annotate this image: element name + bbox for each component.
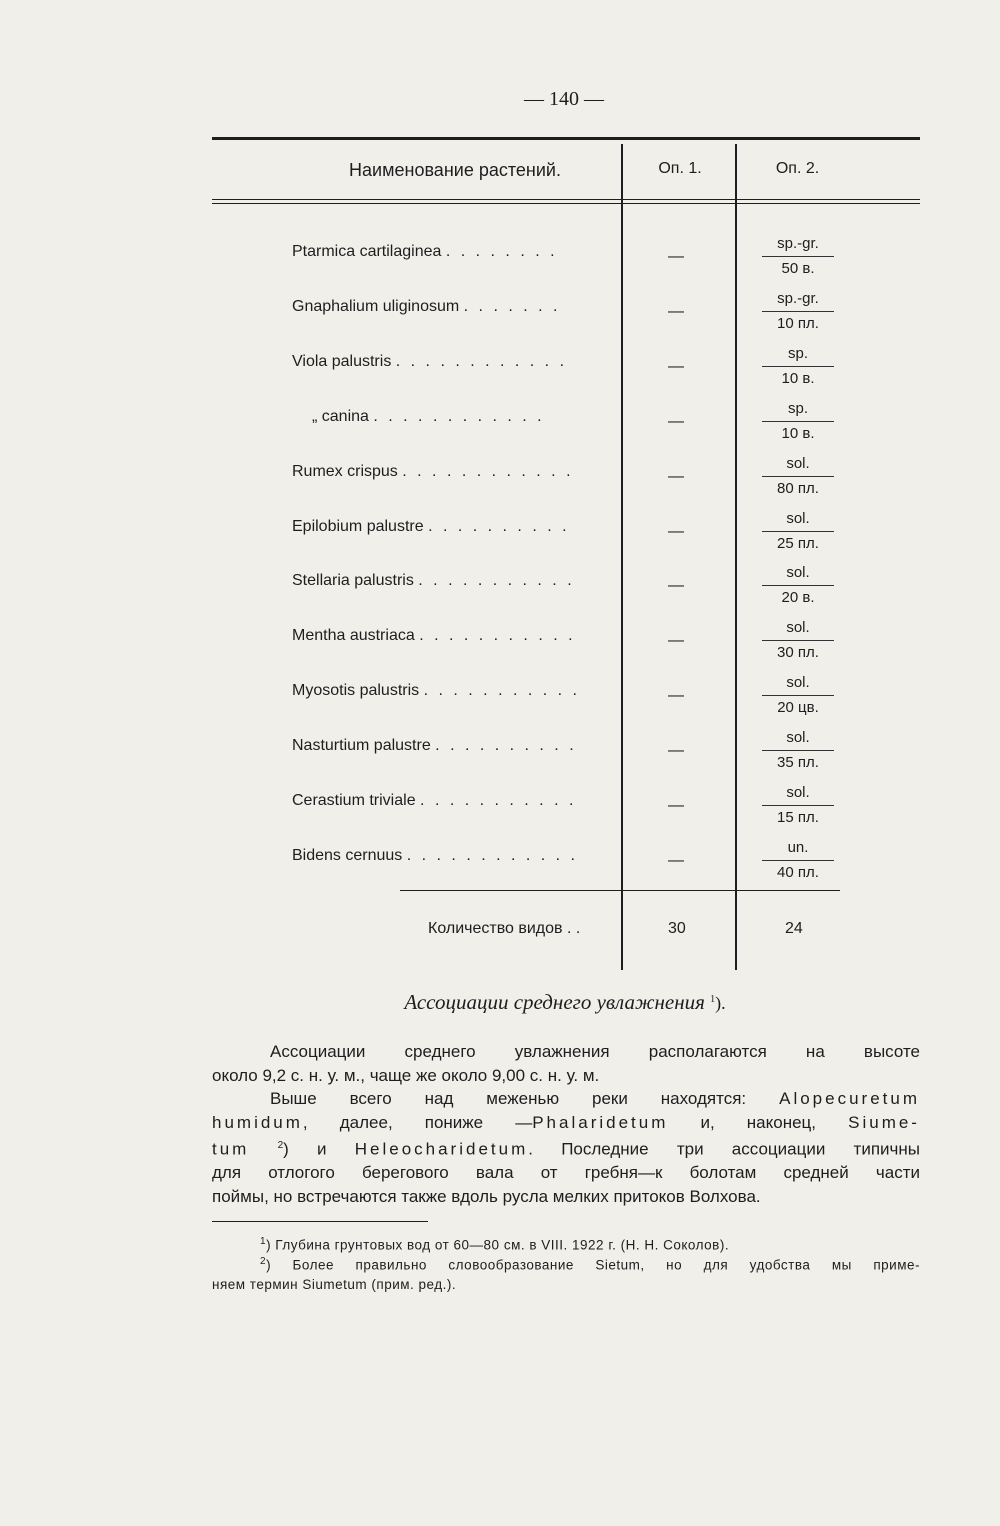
footnote-1-text: ) Глубина грунтовых вод от 60—80 см. в VIII. 1922 г. (Н. Н. Соколов). xyxy=(266,1237,730,1253)
leader-dots: . . . . . . . . . . xyxy=(435,737,577,754)
plant-name: Ptarmica cartilaginea xyxy=(292,243,442,260)
table-row-name xyxy=(292,243,558,261)
total-op1: 30 xyxy=(668,920,686,937)
op1-value: — xyxy=(668,632,684,649)
footnote-2 xyxy=(212,1252,920,1294)
op1-value: — xyxy=(668,468,684,485)
para-line-6: для отлогого берегового вала от гребня—к болотам средней части xyxy=(212,1163,920,1183)
leader-dots: . . . . . . . xyxy=(463,298,561,315)
table-total-rule xyxy=(400,890,840,891)
op1-value: — xyxy=(668,577,684,594)
op2-height: 20 в. xyxy=(781,589,815,606)
op2-abundance: sol. xyxy=(786,510,810,527)
table-row-name xyxy=(292,682,580,700)
header-op1: Оп. 1. xyxy=(658,160,702,177)
op2-fraction xyxy=(758,784,838,827)
op2-abundance: sol. xyxy=(786,619,810,636)
fraction-bar xyxy=(762,311,834,312)
plant-name: Bidens cernuus xyxy=(292,847,403,864)
para-line-1: Ассоциации среднего увлажнения располагаются на высоте xyxy=(270,1042,920,1061)
footnote-rule xyxy=(212,1221,428,1222)
term-siumetum-b: tum xyxy=(212,1139,250,1159)
page-number: — 140 — xyxy=(524,88,604,110)
op1-value: — xyxy=(668,797,684,814)
table-row-name xyxy=(292,298,560,316)
para-line-5 xyxy=(212,1134,920,1161)
op2-fraction xyxy=(758,345,838,388)
footnote-ref-2: 2 xyxy=(277,1140,284,1151)
leader-dots: . . . . . . . . . . . xyxy=(420,792,577,809)
para-line-3 xyxy=(212,1087,920,1111)
total-op2: 24 xyxy=(785,920,803,937)
fraction-bar xyxy=(762,585,834,586)
table-header-rule-1 xyxy=(212,199,920,200)
table-row-name xyxy=(292,353,567,371)
footnote-2-mark: 2 xyxy=(260,1256,267,1267)
op2-abundance: sol. xyxy=(786,729,810,746)
op2-height: 15 пл. xyxy=(777,809,819,826)
para-line-3-text: Выше всего над меженью реки находятся: xyxy=(270,1089,747,1108)
fraction-bar xyxy=(762,640,834,641)
op2-height: 25 пл. xyxy=(777,535,819,552)
table-top-rule xyxy=(212,137,920,140)
op2-height: 80 пл. xyxy=(777,480,819,497)
op2-abundance: sp.-gr. xyxy=(777,290,819,307)
leader-dots: . . . . . . . . . . . xyxy=(418,572,575,589)
op2-height: 50 в. xyxy=(781,260,815,277)
plant-name: Epilobium palustre xyxy=(292,518,424,535)
section-heading: Ассоциации среднего увлажнения $^1$). xyxy=(404,990,726,1014)
leader-dots: . . . . . . . . . . xyxy=(428,518,570,535)
op2-abundance: sol. xyxy=(786,564,810,581)
op2-abundance: sol. xyxy=(786,784,810,801)
plant-name: Mentha austriaca xyxy=(292,627,415,644)
term-humidum: humidum xyxy=(212,1112,303,1132)
op2-abundance: sp.-gr. xyxy=(777,235,819,252)
op2-abundance: sp. xyxy=(787,400,808,417)
table-row-name xyxy=(292,792,576,810)
para-line-5-text-2: . Последние три ассоциации типичны xyxy=(528,1139,920,1159)
fraction-bar xyxy=(762,695,834,696)
section-heading-text: Ассоциации среднего увлажнения xyxy=(404,990,705,1014)
op2-fraction xyxy=(758,674,838,717)
op2-fraction xyxy=(758,290,838,333)
plant-name: Rumex crispus xyxy=(292,463,398,480)
leader-dots: . . . . . . . . . . . . xyxy=(395,353,568,370)
table-row-name xyxy=(312,408,545,426)
footnote-2-text-a: ) Более правильно словообразование Sietum, но для удобства мы приме- xyxy=(266,1257,920,1273)
leader-dots: . . . . . . . . . . . xyxy=(423,682,580,699)
op2-height: 10 пл. xyxy=(777,315,819,332)
fraction-bar xyxy=(762,421,834,422)
fraction-bar xyxy=(762,256,834,257)
para-line-4 xyxy=(212,1111,920,1135)
leader-dots: . . . . . . . . . . . . xyxy=(373,408,545,425)
leader-dots: . . . . . . . . . . . . xyxy=(402,463,574,480)
op1-value: — xyxy=(668,523,684,540)
op2-height: 30 пл. xyxy=(777,644,819,661)
op2-height: 40 пл. xyxy=(777,864,819,881)
fraction-bar xyxy=(762,750,834,751)
op2-height: 10 в. xyxy=(781,370,815,387)
op1-value: — xyxy=(668,358,684,375)
op2-abundance: sp. xyxy=(787,345,808,362)
op2-abundance: sol. xyxy=(786,674,810,691)
plant-name: Nasturtium palustre xyxy=(292,737,431,754)
op2-fraction xyxy=(758,619,838,662)
table-column-divider-2 xyxy=(735,144,737,970)
header-plant-name: Наименование растений. xyxy=(349,160,561,180)
op2-fraction xyxy=(758,510,838,553)
para-line-7: поймы, но встречаются также вдоль русла мелких притоков Волхова. xyxy=(212,1186,761,1206)
fraction-bar xyxy=(762,476,834,477)
table-header-rule-2 xyxy=(212,203,920,204)
plant-name: Gnaphalium uliginosum xyxy=(292,298,460,315)
op1-value: — xyxy=(668,742,684,759)
total-label: Количество видов . . xyxy=(428,920,581,937)
op1-value: — xyxy=(668,248,684,265)
para-line-5-text: ) и xyxy=(283,1139,327,1159)
fraction-bar xyxy=(762,531,834,532)
table-row-name xyxy=(292,572,575,590)
op1-value: — xyxy=(668,413,684,430)
op1-value: — xyxy=(668,687,684,704)
section-heading-ref: 1 xyxy=(710,994,716,1005)
plant-name: Cerastium triviale xyxy=(292,792,416,809)
plant-name: Viola palustris xyxy=(292,353,392,370)
op2-height: 35 пл. xyxy=(777,754,819,771)
table-row-name xyxy=(292,847,578,865)
op2-height: 20 цв. xyxy=(777,699,819,716)
term-heleocharidetum: Heleocharidetum xyxy=(354,1139,529,1159)
op2-fraction xyxy=(758,564,838,607)
footnote-2-line-1 xyxy=(212,1252,920,1275)
fraction-bar xyxy=(762,366,834,367)
op2-abundance: un. xyxy=(787,839,809,856)
term-siumetum-a: Siume- xyxy=(848,1112,920,1132)
table-row-name xyxy=(292,627,576,645)
op1-value: — xyxy=(668,303,684,320)
para-line-4-text: , далее, пониже — xyxy=(302,1112,533,1132)
op2-height: 10 в. xyxy=(781,425,815,442)
op2-fraction xyxy=(758,400,838,443)
header-op2: Оп. 2. xyxy=(775,160,820,177)
leader-dots: . . . . . . . . xyxy=(445,243,558,260)
term-alopecuretum: Alopecuretum xyxy=(779,1089,920,1108)
table-row-name xyxy=(292,463,574,481)
op1-value: — xyxy=(668,852,684,869)
footnote-1-mark: 1 xyxy=(260,1236,267,1247)
op2-fraction xyxy=(758,729,838,772)
plant-name: „ canina xyxy=(312,408,369,425)
plant-name: Stellaria palustris xyxy=(292,572,414,589)
para-line-4-text-2: и, наконец, xyxy=(668,1112,817,1132)
fraction-bar xyxy=(762,805,834,806)
table-row-name xyxy=(292,518,570,536)
table-row-name xyxy=(292,737,577,755)
leader-dots: . . . . . . . . . . . . xyxy=(406,847,578,864)
para-line-2: около 9,2 с. н. у. м., чаще же около 9,00 с. н. у. м. xyxy=(212,1065,600,1085)
plant-name: Myosotis palustris xyxy=(292,682,420,699)
op2-fraction xyxy=(758,839,838,882)
body-paragraph xyxy=(212,1040,920,1208)
fraction-bar xyxy=(762,860,834,861)
table-column-divider-1 xyxy=(621,144,623,970)
term-phalaridetum: Phalaridetum xyxy=(532,1112,669,1132)
op2-fraction xyxy=(758,235,838,278)
footnote-2-line-2: няем термин Siumetum (прим. ред.). xyxy=(212,1276,457,1292)
leader-dots: . . . . . . . . . . . xyxy=(419,627,576,644)
op2-fraction xyxy=(758,455,838,498)
op2-abundance: sol. xyxy=(786,455,810,472)
